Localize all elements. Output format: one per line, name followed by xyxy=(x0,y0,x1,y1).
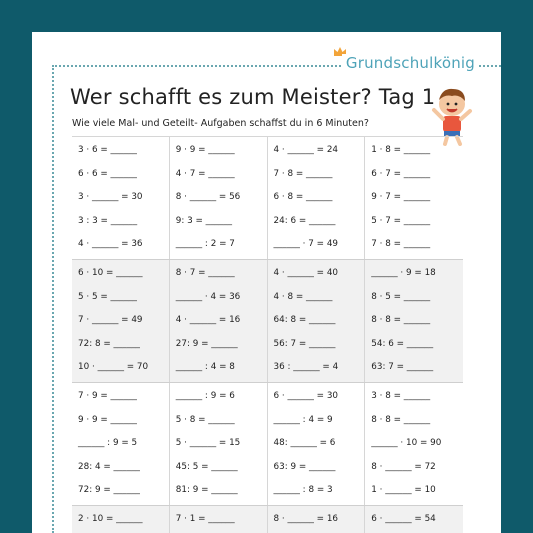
exercise-row: 8 · ______ = 16 xyxy=(273,513,339,524)
exercise-grid xyxy=(72,136,463,533)
exercise-row: 54: 6 = ______ xyxy=(371,338,434,349)
exercise-column xyxy=(268,506,366,533)
exercise-row: 9 · 7 = ______ xyxy=(371,192,431,203)
exercise-row: ______ · 4 = 36 xyxy=(175,291,241,302)
exercise-row: 6 · 8 = ______ xyxy=(273,192,333,203)
exercise-row: 8 · ______ = 72 xyxy=(371,461,436,472)
exercise-row: ______ · 9 = 18 xyxy=(371,267,436,278)
exercise-column xyxy=(268,137,366,259)
exercise-row: 63: 9 = ______ xyxy=(273,461,336,472)
exercise-row: 7 · 8 = ______ xyxy=(273,168,333,179)
exercise-row: 6 · 10 = ______ xyxy=(78,267,143,278)
exercise-row: 6 · ______ = 30 xyxy=(273,390,339,401)
exercise-row: 45: 5 = ______ xyxy=(175,461,238,472)
exercise-row: 3 : 3 = ______ xyxy=(78,215,138,226)
exercise-column xyxy=(72,506,170,533)
exercise-row: 5 · 8 = ______ xyxy=(175,414,235,425)
exercise-block-2 xyxy=(72,260,463,383)
exercise-row: 36 : ______ = 4 xyxy=(273,362,339,373)
exercise-row: 7 · 1 = ______ xyxy=(175,513,235,524)
page-title: Wer schafft es zum Meister? Tag 1 xyxy=(70,85,436,109)
exercise-row: 5 · ______ = 15 xyxy=(175,438,241,449)
exercise-row: ______ : 9 = 6 xyxy=(175,390,235,401)
exercise-row: 64: 8 = ______ xyxy=(273,315,336,326)
page-subtitle: Wie viele Mal- und Geteilt- Aufgaben schaffst du in 6 Minuten? xyxy=(72,118,369,129)
exercise-column xyxy=(72,260,170,382)
exercise-row: 9: 3 = ______ xyxy=(175,215,233,226)
exercise-row: 7 · 9 = ______ xyxy=(78,390,137,401)
exercise-block-4 xyxy=(72,506,463,533)
exercise-column xyxy=(72,137,170,259)
exercise-column xyxy=(268,260,366,382)
exercise-row: 9 · 9 = ______ xyxy=(78,414,137,425)
exercise-row: ______ : 2 = 7 xyxy=(175,239,235,250)
exercise-row: 1 · 8 = ______ xyxy=(371,145,431,155)
exercise-column xyxy=(170,260,268,382)
exercise-row: 4 · ______ = 24 xyxy=(273,145,339,155)
exercise-row: ______ : 4 = 8 xyxy=(175,362,235,373)
exercise-row: ______ · 7 = 49 xyxy=(273,239,339,250)
exercise-column xyxy=(365,383,463,505)
exercise-row: 8 · 8 = ______ xyxy=(371,315,431,326)
exercise-row: 63: 7 = ______ xyxy=(371,362,434,373)
exercise-row: 5 · 5 = ______ xyxy=(78,291,137,302)
exercise-row: 8 · 7 = ______ xyxy=(175,267,235,278)
exercise-row: 28: 4 = ______ xyxy=(78,461,140,472)
exercise-row: 4 · 7 = ______ xyxy=(175,168,235,179)
brand-logo: Grundschulkönig xyxy=(342,54,479,72)
exercise-column xyxy=(365,260,463,382)
exercise-row: ______ : 9 = 5 xyxy=(78,438,138,449)
exercise-row: 8 · ______ = 56 xyxy=(175,192,241,203)
exercise-row: ______ : 8 = 3 xyxy=(273,485,333,496)
exercise-column xyxy=(72,383,170,505)
exercise-row: 6 · 6 = ______ xyxy=(78,168,137,179)
exercise-row: 9 · 9 = ______ xyxy=(175,145,235,155)
exercise-row: 7 · ______ = 49 xyxy=(78,315,143,326)
exercise-block-3 xyxy=(72,383,463,506)
exercise-row: 1 · ______ = 10 xyxy=(371,485,436,496)
exercise-row: 4 · ______ = 36 xyxy=(78,239,143,250)
exercise-row: 8 · 5 = ______ xyxy=(371,291,431,302)
exercise-column xyxy=(170,137,268,259)
exercise-row: ______ : 4 = 9 xyxy=(273,414,333,425)
exercise-row: 72: 9 = ______ xyxy=(78,485,140,496)
worksheet xyxy=(32,32,501,533)
exercise-column xyxy=(365,506,463,533)
exercise-row: 7 · 8 = ______ xyxy=(371,239,431,250)
exercise-row: 4 · ______ = 16 xyxy=(175,315,241,326)
exercise-row: ______ · 10 = 90 xyxy=(371,438,442,449)
exercise-row: 3 · ______ = 30 xyxy=(78,192,143,203)
exercise-row: 2 · 10 = ______ xyxy=(78,513,143,524)
exercise-row: 24: 6 = ______ xyxy=(273,215,336,226)
exercise-row: 4 · 8 = ______ xyxy=(273,291,333,302)
exercise-row: 6 · 7 = ______ xyxy=(371,168,431,179)
exercise-row: 10 · ______ = 70 xyxy=(78,362,149,373)
exercise-column xyxy=(268,383,366,505)
exercise-row: 27: 9 = ______ xyxy=(175,338,238,349)
exercise-row: 3 · 8 = ______ xyxy=(371,390,431,401)
exercise-row: 81: 9 = ______ xyxy=(175,485,238,496)
exercise-column xyxy=(170,506,268,533)
exercise-row: 72: 8 = ______ xyxy=(78,338,140,349)
exercise-column xyxy=(365,137,463,259)
exercise-row: 3 · 6 = ______ xyxy=(78,145,137,155)
exercise-column xyxy=(170,383,268,505)
exercise-row: 8 · 8 = ______ xyxy=(371,414,431,425)
exercise-row: 6 · ______ = 54 xyxy=(371,513,436,524)
exercise-row: 4 · ______ = 40 xyxy=(273,267,339,278)
exercise-row: 48: ______ = 6 xyxy=(273,438,336,449)
exercise-row: 56: 7 = ______ xyxy=(273,338,336,349)
exercise-row: 5 · 7 = ______ xyxy=(371,215,431,226)
exercise-block-1 xyxy=(72,137,463,260)
